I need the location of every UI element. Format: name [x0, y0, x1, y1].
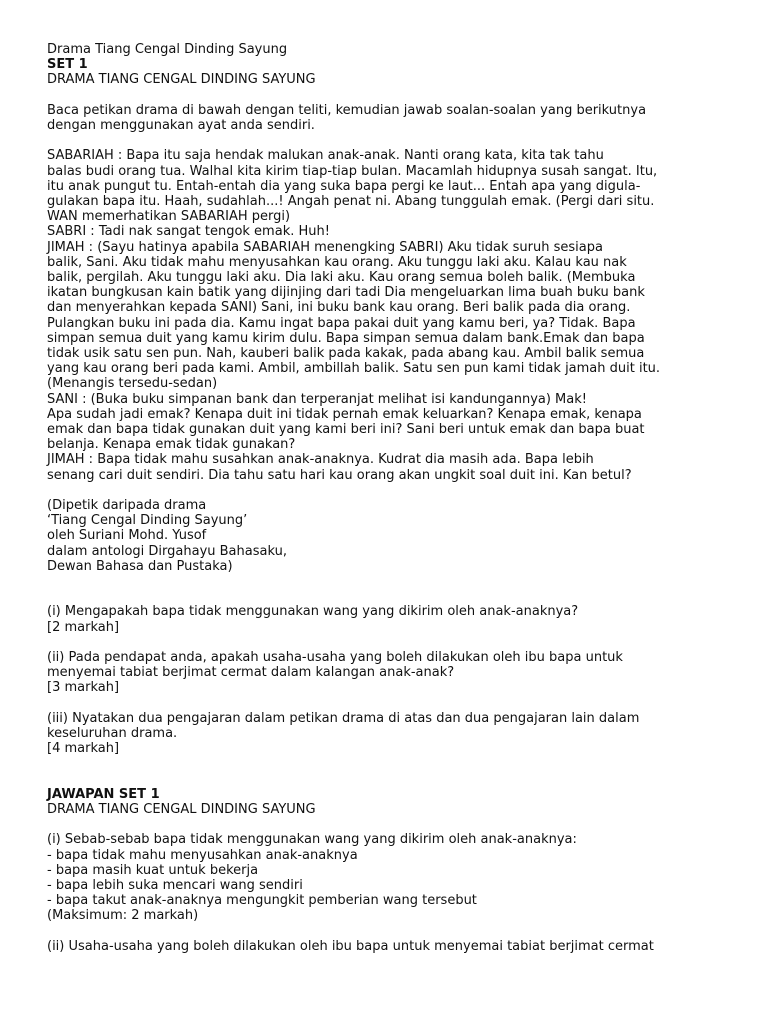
set-label: SET 1 [47, 57, 88, 73]
passage-line: ikatan bungkusan kain batik yang dijinjing dari tadi Dia mengeluarkan lima buah buku bank [47, 285, 645, 301]
passage-line: itu anak pungut tu. Entah-entah dia yang suka bapa pergi ke laut... Entah apa yang digula- [47, 178, 641, 194]
passage-line: JIMAH : (Sayu hatinya apabila SABARIAH menengking SABRI) Aku tidak suruh sesiapa [47, 239, 603, 255]
source-line: Dewan Bahasa dan Pustaka) [47, 558, 233, 574]
passage-line: SABRI : Tadi nak sangat tengok emak. Huh! [47, 224, 330, 240]
question-text: (ii) Pada pendapat anda, apakah usaha-usaha yang boleh dilakukan oleh ibu bapa untuk [47, 650, 623, 666]
instruction-line: Baca petikan drama di bawah dengan teliti, kemudian jawab soalan-soalan yang berikutnya [47, 102, 647, 118]
passage-line: balik, pergilah. Aku tunggu laki aku. Dia laki aku. Kau orang semua boleh balik. (Membuka [47, 270, 636, 286]
answer-point: - bapa takut anak-anaknya mengungkit pemberian wang tersebut [47, 893, 477, 909]
question-2 [47, 650, 737, 696]
source-citation [47, 498, 737, 574]
passage-line: belanja. Kenapa emak tidak gunakan? [47, 437, 296, 453]
answer-1-intro: (i) Sebab-sebab bapa tidak menggunakan wang yang dikirim oleh anak-anaknya: [47, 832, 577, 848]
answer-heading: DRAMA TIANG CENGAL DINDING SAYUNG [47, 802, 316, 818]
document-title: Drama Tiang Cengal Dinding Sayung [47, 42, 288, 57]
passage-line: Apa sudah jadi emak? Kenapa duit ini tidak pernah emak keluarkan? Kenapa emak, kenapa [47, 406, 642, 422]
question-1 [47, 604, 737, 634]
question-text: keseluruhan drama. [47, 726, 178, 742]
passage-line: dan menyerahkan kepada SANI) Sani, ini buku bank kau orang. Beri balik pada dia orang. [47, 300, 631, 316]
answer-title: JAWAPAN SET 1 [47, 786, 160, 802]
passage-line: gulakan bapa itu. Haah, sudahlah...! Angah penat ni. Abang tunggulah emak. (Pergi dari situ. [47, 194, 655, 209]
passage-line: yang kau orang beri pada kami. Ambil, ambillah balik. Satu sen pun kami tidak jamah duit itu. [47, 361, 661, 377]
answer-1-max: (Maksimum: 2 markah) [47, 908, 199, 924]
source-line: oleh Suriani Mohd. Yusof [47, 528, 207, 544]
passage-line: SABARIAH : Bapa itu saja hendak malukan anak-anak. Nanti orang kata, kita tak tahu [47, 148, 604, 164]
passage-line: Pulangkan buku ini pada dia. Kamu ingat bapa pakai duit yang kamu beri, ya? Tidak. Bapa [47, 315, 636, 331]
answer-point: - bapa lebih suka mencari wang sendiri [47, 878, 303, 894]
answer-point: - bapa masih kuat untuk bekerja [47, 862, 259, 878]
question-text: menyemai tabiat berjimat cermat dalam kalangan anak-anak? [47, 665, 455, 681]
source-line: ‘Tiang Cengal Dinding Sayung’ [47, 513, 248, 529]
source-line: (Dipetik daripada drama [47, 498, 207, 514]
passage-line: WAN memerhatikan SABARIAH pergi) [47, 209, 291, 225]
passage-line: tidak usik satu sen pun. Nah, kauberi balik pada kakak, pada abang kau. Ambil balik semua [47, 346, 645, 362]
question-3 [47, 711, 737, 757]
question-marks: [4 markah] [47, 741, 120, 757]
answer-2-intro: (ii) Usaha-usaha yang boleh dilakukan oleh ibu bapa untuk menyemai tabiat berjimat cermat [47, 938, 654, 954]
document-page [47, 42, 737, 954]
answer-section [47, 787, 737, 954]
passage-line: emak dan bapa tidak gunakan duit yang kami beri ini? Sani beri untuk emak dan bapa buat [47, 422, 645, 438]
passage-line: balik, Sani. Aku tidak mahu menyusahkan kau orang. Aku tunggu laki aku. Kalau kau nak [47, 254, 627, 270]
passage-line: senang cari duit sendiri. Dia tahu satu hari kau orang akan ungkit soal duit ini. Kan betul? [47, 467, 632, 483]
answer-point: - bapa tidak mahu menyusahkan anak-anaknya [47, 847, 358, 863]
question-text: (iii) Nyatakan dua pengajaran dalam petikan drama di atas dan dua pengajaran lain dalam [47, 710, 640, 726]
source-line: dalam antologi Dirgahayu Bahasaku, [47, 543, 287, 559]
passage-line: (Menangis tersedu-sedan) [47, 376, 218, 392]
question-text: (i) Mengapakah bapa tidak menggunakan wang yang dikirim oleh anak-anaknya? [47, 604, 579, 620]
instruction-line: dengan menggunakan ayat anda sendiri. [47, 118, 315, 133]
drama-heading: DRAMA TIANG CENGAL DINDING SAYUNG [47, 72, 316, 88]
passage-line: simpan semua duit yang kamu kirim dulu. Bapa simpan semua dalam bank.Emak dan bapa [47, 330, 645, 346]
question-marks: [3 markah] [47, 680, 120, 696]
passage-line: JIMAH : Bapa tidak mahu susahkan anak-anaknya. Kudrat dia masih ada. Bapa lebih [47, 452, 594, 468]
drama-passage [47, 148, 737, 482]
question-marks: [2 markah] [47, 619, 120, 635]
passage-line: SANI : (Buka buku simpanan bank dan terperanjat melihat isi kandungannya) Mak! [47, 391, 587, 407]
passage-line: balas budi orang tua. Walhal kita kirim tiap-tiap bulan. Macamlah hidupnya susah sangat. Itu, [47, 163, 658, 179]
